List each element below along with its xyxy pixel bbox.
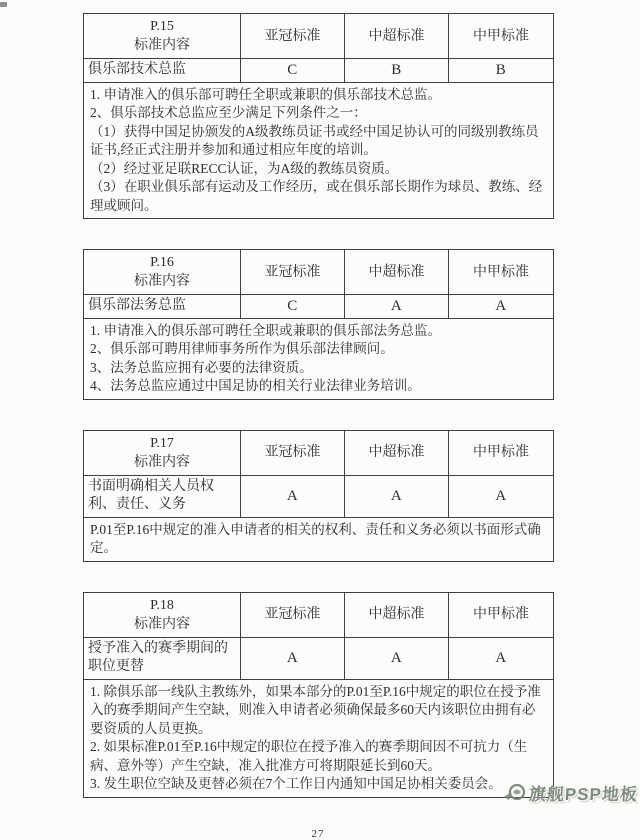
notes-cell bbox=[84, 517, 554, 561]
column-header-league-one: 中甲标准 bbox=[449, 430, 554, 475]
standard-header-label: 标准内容 bbox=[134, 274, 190, 289]
note-line: 2、俱乐部技术总监应至少满足下列条件之一： bbox=[90, 105, 367, 120]
standard-table-p18 bbox=[83, 592, 554, 798]
column-header-csl: 中超标准 bbox=[345, 14, 449, 59]
page-number: 27 bbox=[311, 827, 325, 840]
note-line: （2）经过亚足联RECC认证，为A级的教练员资质。 bbox=[90, 160, 399, 176]
column-header-league-one: 中甲标准 bbox=[449, 250, 554, 295]
standard-code-cell bbox=[84, 430, 241, 475]
standard-table-p15 bbox=[83, 13, 554, 219]
column-header-afc: 亚冠标准 bbox=[241, 430, 345, 475]
standard-value-csl: A bbox=[345, 637, 449, 679]
standard-value-afc: A bbox=[241, 475, 345, 517]
standard-header-label: 标准内容 bbox=[134, 454, 190, 470]
standard-table-p17 bbox=[83, 430, 554, 562]
standard-value-league-one: A bbox=[449, 475, 554, 517]
standard-header-label: 标准内容 bbox=[134, 616, 190, 632]
note-line: 3、法务总监应拥有必要的法律资质。 bbox=[90, 359, 313, 375]
note-line: 2. 如果标准P.01至P.16中规定的职位在授予准入的赛季期间因不可抗力（生病、意外等）产生空缺，准入批准方可将期限延长到60天。 bbox=[90, 739, 528, 773]
standard-row-label: 授予准入的赛季期间的职位更替 bbox=[84, 637, 241, 679]
standard-value-afc: C bbox=[241, 59, 345, 83]
standard-row-label: 俱乐部技术总监 bbox=[84, 59, 241, 83]
standard-code-cell bbox=[84, 250, 241, 295]
standard-code: P.15 bbox=[150, 19, 174, 34]
document-sheet bbox=[83, 13, 553, 840]
column-header-afc: 亚冠标准 bbox=[241, 592, 345, 637]
standard-header-label: 标准内容 bbox=[134, 38, 190, 53]
column-header-csl: 中超标准 bbox=[345, 250, 449, 295]
standard-value-csl: A bbox=[345, 475, 449, 517]
note-line: （1）获得中国足协颁发的A级教练员证书或经中国足协认可的同级别教练员证书,经正式注册并参加和通过相应年度的培训。 bbox=[90, 123, 539, 157]
watermark bbox=[504, 780, 638, 805]
standard-code: P.18 bbox=[150, 597, 174, 613]
note-line: 3. 发生职位空缺及更替必须在7个工作日内通知中国足协相关委员会。 bbox=[90, 776, 502, 791]
note-line: 4、法务总监应通过中国足协的相关行业法律业务培训。 bbox=[90, 378, 421, 393]
note-line: P.01至P.16中规定的准入申请者的相关的权利、责任和义务必须以书面形式确定。 bbox=[90, 521, 541, 555]
note-line: 1. 申请准入的俱乐部可聘任全职或兼职的俱乐部法务总监。 bbox=[90, 322, 441, 338]
note-line: 2、俱乐部可聘用律师事务所作为俱乐部法律顾问。 bbox=[90, 341, 394, 356]
standard-code-cell bbox=[84, 592, 241, 637]
standard-value-league-one: B bbox=[449, 59, 554, 83]
standard-row-label: 俱乐部法务总监 bbox=[84, 295, 241, 319]
standard-row-label: 书面明确相关人员权利、责任、义务 bbox=[84, 475, 241, 517]
scan-artifact bbox=[0, 2, 7, 7]
standard-value-csl: B bbox=[345, 59, 449, 83]
watermark-text: 旗舰PSP地板 bbox=[528, 785, 639, 804]
column-header-league-one: 中甲标准 bbox=[449, 592, 554, 637]
standard-value-league-one: A bbox=[449, 295, 554, 319]
column-header-league-one: 中甲标准 bbox=[449, 14, 554, 59]
notes-cell bbox=[84, 82, 554, 219]
notes-cell bbox=[84, 679, 554, 797]
column-header-csl: 中超标准 bbox=[345, 430, 449, 475]
standard-value-csl: A bbox=[345, 295, 449, 319]
standard-code-cell bbox=[84, 14, 241, 59]
note-line: 1. 申请准入的俱乐部可聘任全职或兼职的俱乐部技术总监。 bbox=[90, 86, 441, 102]
column-header-afc: 亚冠标准 bbox=[241, 14, 345, 59]
standard-value-afc: C bbox=[241, 295, 345, 319]
standard-value-afc: A bbox=[241, 637, 345, 679]
standard-table-p16 bbox=[83, 249, 554, 400]
standard-value-league-one: A bbox=[449, 637, 554, 679]
standard-code: P.17 bbox=[150, 435, 174, 451]
standard-code: P.16 bbox=[150, 255, 174, 270]
notes-cell bbox=[84, 318, 554, 399]
column-header-afc: 亚冠标准 bbox=[241, 250, 345, 295]
note-line: 1. 除俱乐部一线队主教练外，如果本部分的P.01至P.16中规定的职位在授予准入的赛季期间产生空缺，则准入申请者必须确保最多60天内该职位由拥有必要资质的人员更换。 bbox=[90, 683, 541, 736]
note-line: （3）在职业俱乐部有运动及工作经历，或在俱乐部长期作为球员、教练、经理或顾问。 bbox=[90, 179, 543, 213]
column-header-csl: 中超标准 bbox=[345, 592, 449, 637]
watermark-logo-icon bbox=[504, 783, 526, 803]
